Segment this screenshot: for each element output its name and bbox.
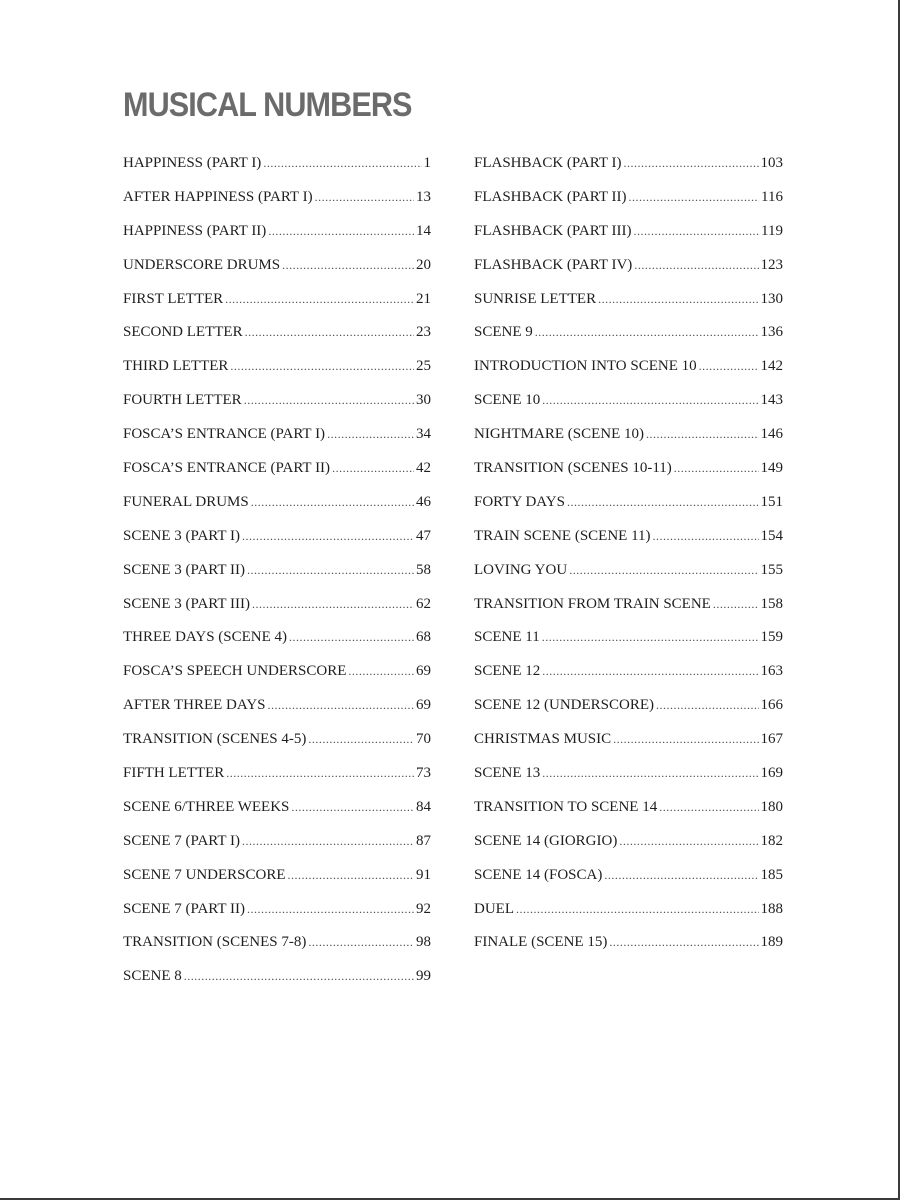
contents-entry xyxy=(123,562,431,596)
entry-page-number: 163 xyxy=(760,663,783,680)
dot-leader xyxy=(247,563,414,578)
contents-entry xyxy=(123,257,431,291)
contents-entry xyxy=(123,731,431,765)
entry-title: UNDERSCORE DRUMS xyxy=(123,256,281,273)
entry-page-number: 14 xyxy=(416,222,431,239)
contents-column-left xyxy=(123,155,431,1002)
dot-leader xyxy=(291,800,414,815)
entry-page-number: 154 xyxy=(760,527,783,544)
entry-title: SCENE 13 xyxy=(474,765,541,782)
dot-leader xyxy=(308,732,414,747)
entry-page-number: 84 xyxy=(416,798,431,815)
contents-entry xyxy=(474,731,783,765)
entry-page-number: 46 xyxy=(416,493,431,510)
entry-title: HAPPINESS (PART I) xyxy=(123,155,262,171)
contents-column-right xyxy=(474,155,783,968)
entry-page-number: 166 xyxy=(760,697,783,714)
contents-entry xyxy=(474,460,783,494)
dot-leader xyxy=(567,495,759,510)
entry-page-number: 58 xyxy=(416,561,431,578)
entry-title: SUNRISE LETTER xyxy=(474,290,597,307)
entry-page-number: 92 xyxy=(416,900,431,917)
entry-title: FIFTH LETTER xyxy=(123,765,225,782)
entry-title: SCENE 3 (PART I) xyxy=(123,527,241,544)
contents-entry xyxy=(474,155,783,189)
contents-entry xyxy=(123,629,431,663)
dot-leader xyxy=(516,902,759,917)
dot-leader xyxy=(268,224,414,239)
contents-entry xyxy=(474,257,783,291)
dot-leader xyxy=(252,597,414,612)
entry-page-number: 158 xyxy=(760,595,783,612)
contents-entry xyxy=(123,291,431,325)
entry-title: THREE DAYS (SCENE 4) xyxy=(123,629,288,646)
entry-title: FIRST LETTER xyxy=(123,290,224,307)
contents-entry xyxy=(474,867,783,901)
contents-entry xyxy=(474,528,783,562)
entry-page-number: 143 xyxy=(760,392,783,409)
contents-entry xyxy=(123,494,431,528)
entry-title: SCENE 7 (PART II) xyxy=(123,900,246,917)
entry-title: FINALE (SCENE 15) xyxy=(474,934,608,951)
dot-leader xyxy=(288,868,414,883)
dot-leader xyxy=(244,393,414,408)
entry-title: TRANSITION TO SCENE 14 xyxy=(474,798,658,815)
dot-leader xyxy=(619,834,758,849)
entry-title: SCENE 14 (FOSCA) xyxy=(474,866,603,883)
entry-title: FLASHBACK (PART II) xyxy=(474,188,627,205)
contents-entry xyxy=(123,155,431,189)
entry-title: SCENE 6/THREE WEEKS xyxy=(123,798,290,815)
contents-entry xyxy=(123,934,431,968)
entry-title: DUEL xyxy=(474,900,514,917)
entry-title: SCENE 3 (PART II) xyxy=(123,561,246,578)
entry-title: AFTER HAPPINESS (PART I) xyxy=(123,188,313,205)
dot-leader xyxy=(225,292,414,307)
entry-page-number: 167 xyxy=(760,731,783,748)
contents-entry xyxy=(123,663,431,697)
entry-page-number: 13 xyxy=(416,188,431,205)
dot-leader xyxy=(542,664,758,679)
entry-page-number: 169 xyxy=(760,765,783,782)
entry-page-number: 23 xyxy=(416,324,431,341)
entry-title: FLASHBACK (PART IV) xyxy=(474,256,633,273)
contents-entry xyxy=(474,629,783,663)
entry-title: HAPPINESS (PART II) xyxy=(123,222,267,239)
entry-page-number: 103 xyxy=(760,155,783,171)
dot-leader xyxy=(699,359,759,374)
dot-leader xyxy=(613,732,758,747)
dot-leader xyxy=(226,766,414,781)
entry-page-number: 180 xyxy=(760,798,783,815)
entry-page-number: 30 xyxy=(416,392,431,409)
contents-entry xyxy=(474,223,783,257)
dot-leader xyxy=(268,698,414,713)
dot-leader xyxy=(656,698,758,713)
contents-entry xyxy=(123,867,431,901)
entry-page-number: 159 xyxy=(760,629,783,646)
entry-page-number: 69 xyxy=(416,697,431,714)
dot-leader xyxy=(542,630,759,645)
entry-page-number: 20 xyxy=(416,256,431,273)
entry-page-number: 62 xyxy=(416,595,431,612)
entry-title: SCENE 7 UNDERSCORE xyxy=(123,866,286,883)
dot-leader xyxy=(242,834,414,849)
entry-page-number: 69 xyxy=(416,663,431,680)
dot-leader xyxy=(289,630,414,645)
entry-page-number: 182 xyxy=(760,832,783,849)
entry-title: LOVING YOU xyxy=(474,561,568,578)
entry-title: SECOND LETTER xyxy=(123,324,243,341)
entry-title: SCENE 12 (UNDERSCORE) xyxy=(474,697,655,714)
entry-title: SCENE 9 xyxy=(474,324,533,341)
contents-entry xyxy=(123,833,431,867)
entry-page-number: 99 xyxy=(416,968,431,985)
dot-leader xyxy=(327,427,414,442)
dot-leader xyxy=(535,325,759,340)
dot-leader xyxy=(659,800,758,815)
contents-entry xyxy=(474,833,783,867)
entry-page-number: 136 xyxy=(760,324,783,341)
entry-page-number: 185 xyxy=(760,866,783,883)
entry-title: FLASHBACK (PART I) xyxy=(474,155,622,171)
entry-title: TRANSITION (SCENES 10-11) xyxy=(474,460,672,477)
entry-page-number: 25 xyxy=(416,358,431,375)
entry-title: SCENE 8 xyxy=(123,968,182,985)
contents-entry xyxy=(474,358,783,392)
entry-title: SCENE 10 xyxy=(474,392,541,409)
entry-page-number: 149 xyxy=(760,460,783,477)
contents-entry xyxy=(123,765,431,799)
entry-page-number: 21 xyxy=(416,290,431,307)
entry-title: FLASHBACK (PART III) xyxy=(474,222,632,239)
dot-leader xyxy=(713,597,759,612)
entry-title: AFTER THREE DAYS xyxy=(123,697,266,714)
dot-leader xyxy=(609,935,758,950)
entry-page-number: 189 xyxy=(760,934,783,951)
dot-leader xyxy=(251,495,414,510)
dot-leader xyxy=(628,190,759,205)
contents-entry xyxy=(123,189,431,223)
entry-page-number: 142 xyxy=(760,358,783,375)
contents-entry xyxy=(123,799,431,833)
dot-leader xyxy=(184,969,414,984)
contents-entry xyxy=(474,663,783,697)
entry-page-number: 188 xyxy=(760,900,783,917)
entry-title: INTRODUCTION INTO SCENE 10 xyxy=(474,358,697,375)
entry-title: SCENE 14 (GIORGIO) xyxy=(474,832,618,849)
entry-title: SCENE 7 (PART I) xyxy=(123,832,241,849)
contents-entry xyxy=(474,934,783,968)
dot-leader xyxy=(569,563,758,578)
entry-page-number: 47 xyxy=(416,527,431,544)
contents-entry xyxy=(474,562,783,596)
dot-leader xyxy=(348,664,414,679)
contents-entry xyxy=(123,968,431,1002)
contents-entry xyxy=(123,392,431,426)
dot-leader xyxy=(542,766,758,781)
page-title: MUSICAL NUMBERS xyxy=(123,86,412,124)
entry-page-number: 68 xyxy=(416,629,431,646)
entry-title: SCENE 11 xyxy=(474,629,540,646)
contents-entry xyxy=(474,494,783,528)
contents-entry xyxy=(123,324,431,358)
contents-entry xyxy=(123,426,431,460)
entry-title: TRAIN SCENE (SCENE 11) xyxy=(474,527,651,544)
entry-page-number: 34 xyxy=(416,426,431,443)
dot-leader xyxy=(308,935,414,950)
dot-leader xyxy=(623,156,758,171)
entry-title: FORTY DAYS xyxy=(474,493,565,510)
contents-entry xyxy=(123,697,431,731)
contents-entry xyxy=(123,223,431,257)
entry-title: NIGHTMARE (SCENE 10) xyxy=(474,426,644,443)
contents-entry xyxy=(474,392,783,426)
dot-leader xyxy=(604,868,758,883)
entry-title: TRANSITION (SCENES 4-5) xyxy=(123,731,307,748)
entry-title: TRANSITION (SCENES 7-8) xyxy=(123,934,307,951)
dot-leader xyxy=(332,461,414,476)
entry-page-number: 70 xyxy=(416,731,431,748)
contents-entry xyxy=(474,291,783,325)
dot-leader xyxy=(315,190,414,205)
entry-page-number: 73 xyxy=(416,765,431,782)
dot-leader xyxy=(245,325,414,340)
entry-title: FOSCA’S SPEECH UNDERSCORE xyxy=(123,663,347,680)
dot-leader xyxy=(282,258,414,273)
entry-page-number: 87 xyxy=(416,832,431,849)
dot-leader xyxy=(634,258,758,273)
entry-page-number: 151 xyxy=(760,493,783,510)
entry-page-number: 42 xyxy=(416,460,431,477)
entry-page-number: 123 xyxy=(760,256,783,273)
entry-title: SCENE 12 xyxy=(474,663,541,680)
dot-leader xyxy=(646,427,759,442)
contents-entry xyxy=(123,460,431,494)
dot-leader xyxy=(542,393,758,408)
contents-entry xyxy=(474,799,783,833)
entry-page-number: 155 xyxy=(760,561,783,578)
dot-leader xyxy=(263,156,421,171)
entry-page-number: 116 xyxy=(761,188,783,205)
dot-leader xyxy=(653,529,759,544)
entry-page-number: 119 xyxy=(761,222,783,239)
dot-leader xyxy=(633,224,759,239)
entry-title: TRANSITION FROM TRAIN SCENE xyxy=(474,595,711,612)
entry-title: FOSCA’S ENTRANCE (PART I) xyxy=(123,426,326,443)
contents-entry xyxy=(474,697,783,731)
dot-leader xyxy=(247,902,414,917)
entry-page-number: 146 xyxy=(760,426,783,443)
dot-leader xyxy=(230,359,414,374)
entry-page-number: 130 xyxy=(760,290,783,307)
entry-title: FUNERAL DRUMS xyxy=(123,493,249,510)
contents-entry xyxy=(123,596,431,630)
contents-entry xyxy=(474,596,783,630)
contents-entry xyxy=(474,765,783,799)
contents-entry xyxy=(474,901,783,935)
contents-entry xyxy=(474,324,783,358)
entry-title: CHRISTMAS MUSIC xyxy=(474,731,612,748)
entry-page-number: 91 xyxy=(416,866,431,883)
entry-title: FOSCA’S ENTRANCE (PART II) xyxy=(123,460,331,477)
contents-entry xyxy=(123,358,431,392)
dot-leader xyxy=(674,461,759,476)
entry-title: SCENE 3 (PART III) xyxy=(123,595,251,612)
dot-leader xyxy=(598,292,758,307)
entry-page-number: 1 xyxy=(423,155,431,171)
contents-entry xyxy=(123,901,431,935)
entry-title: FOURTH LETTER xyxy=(123,392,242,409)
contents-entry xyxy=(474,189,783,223)
contents-entry xyxy=(474,426,783,460)
contents-entry xyxy=(123,528,431,562)
entry-page-number: 98 xyxy=(416,934,431,951)
dot-leader xyxy=(242,529,414,544)
entry-title: THIRD LETTER xyxy=(123,358,229,375)
